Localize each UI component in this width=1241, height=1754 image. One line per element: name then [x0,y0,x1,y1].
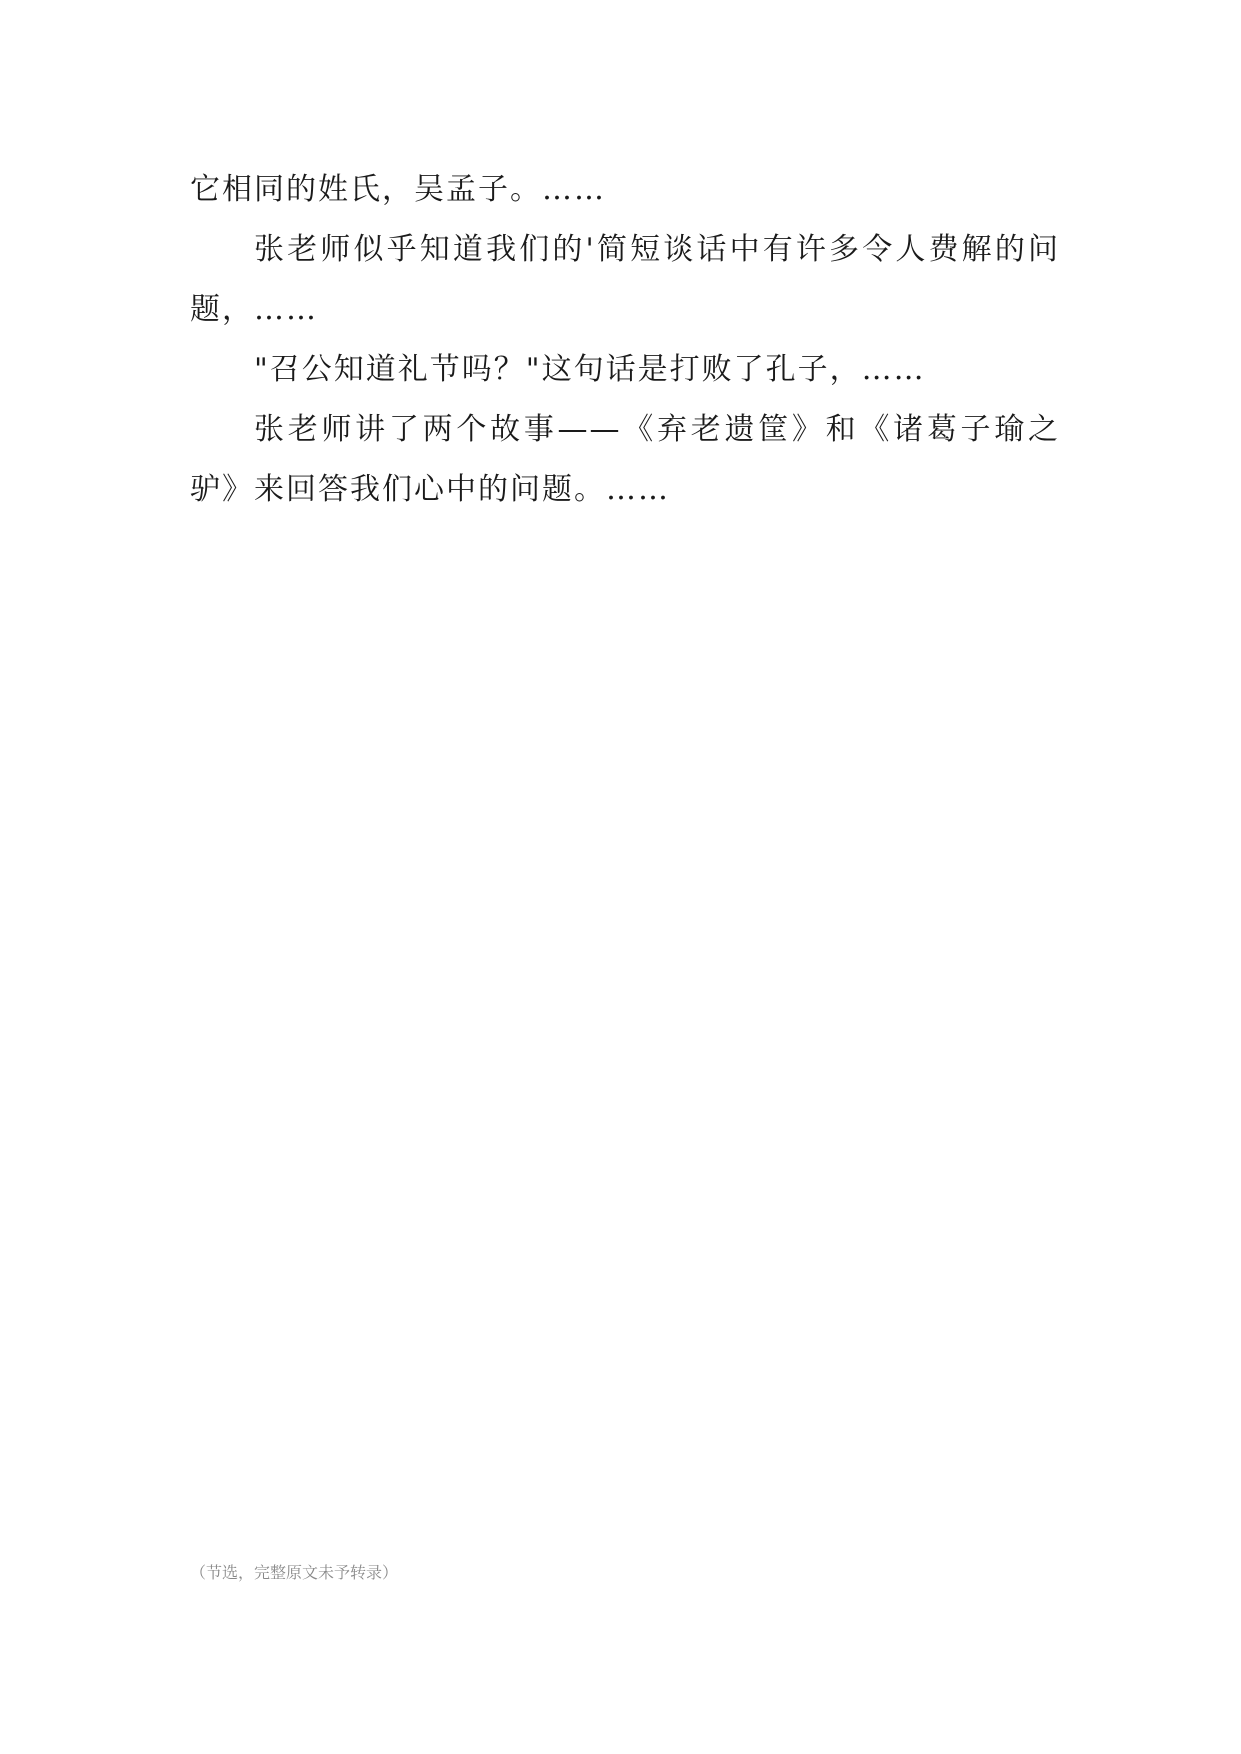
paragraph-4: 张老师讲了两个故事——《弃老遗筐》和《诸葛子瑜之驴》来回答我们心中的问题。…… [190,412,1060,507]
excerpt-note: （节选，完整原文未予转录） [190,1565,399,1582]
paragraph-3: "召公知道礼节吗？"这句话是打败了孔子，…… [254,352,926,387]
paragraph-2: 张老师似乎知道我们的'简短谈话中有许多令人费解的问题，…… [190,232,1060,327]
paragraph-1: 它相同的姓氏，吴孟子。…… [190,172,606,207]
body-text [190,160,1060,520]
